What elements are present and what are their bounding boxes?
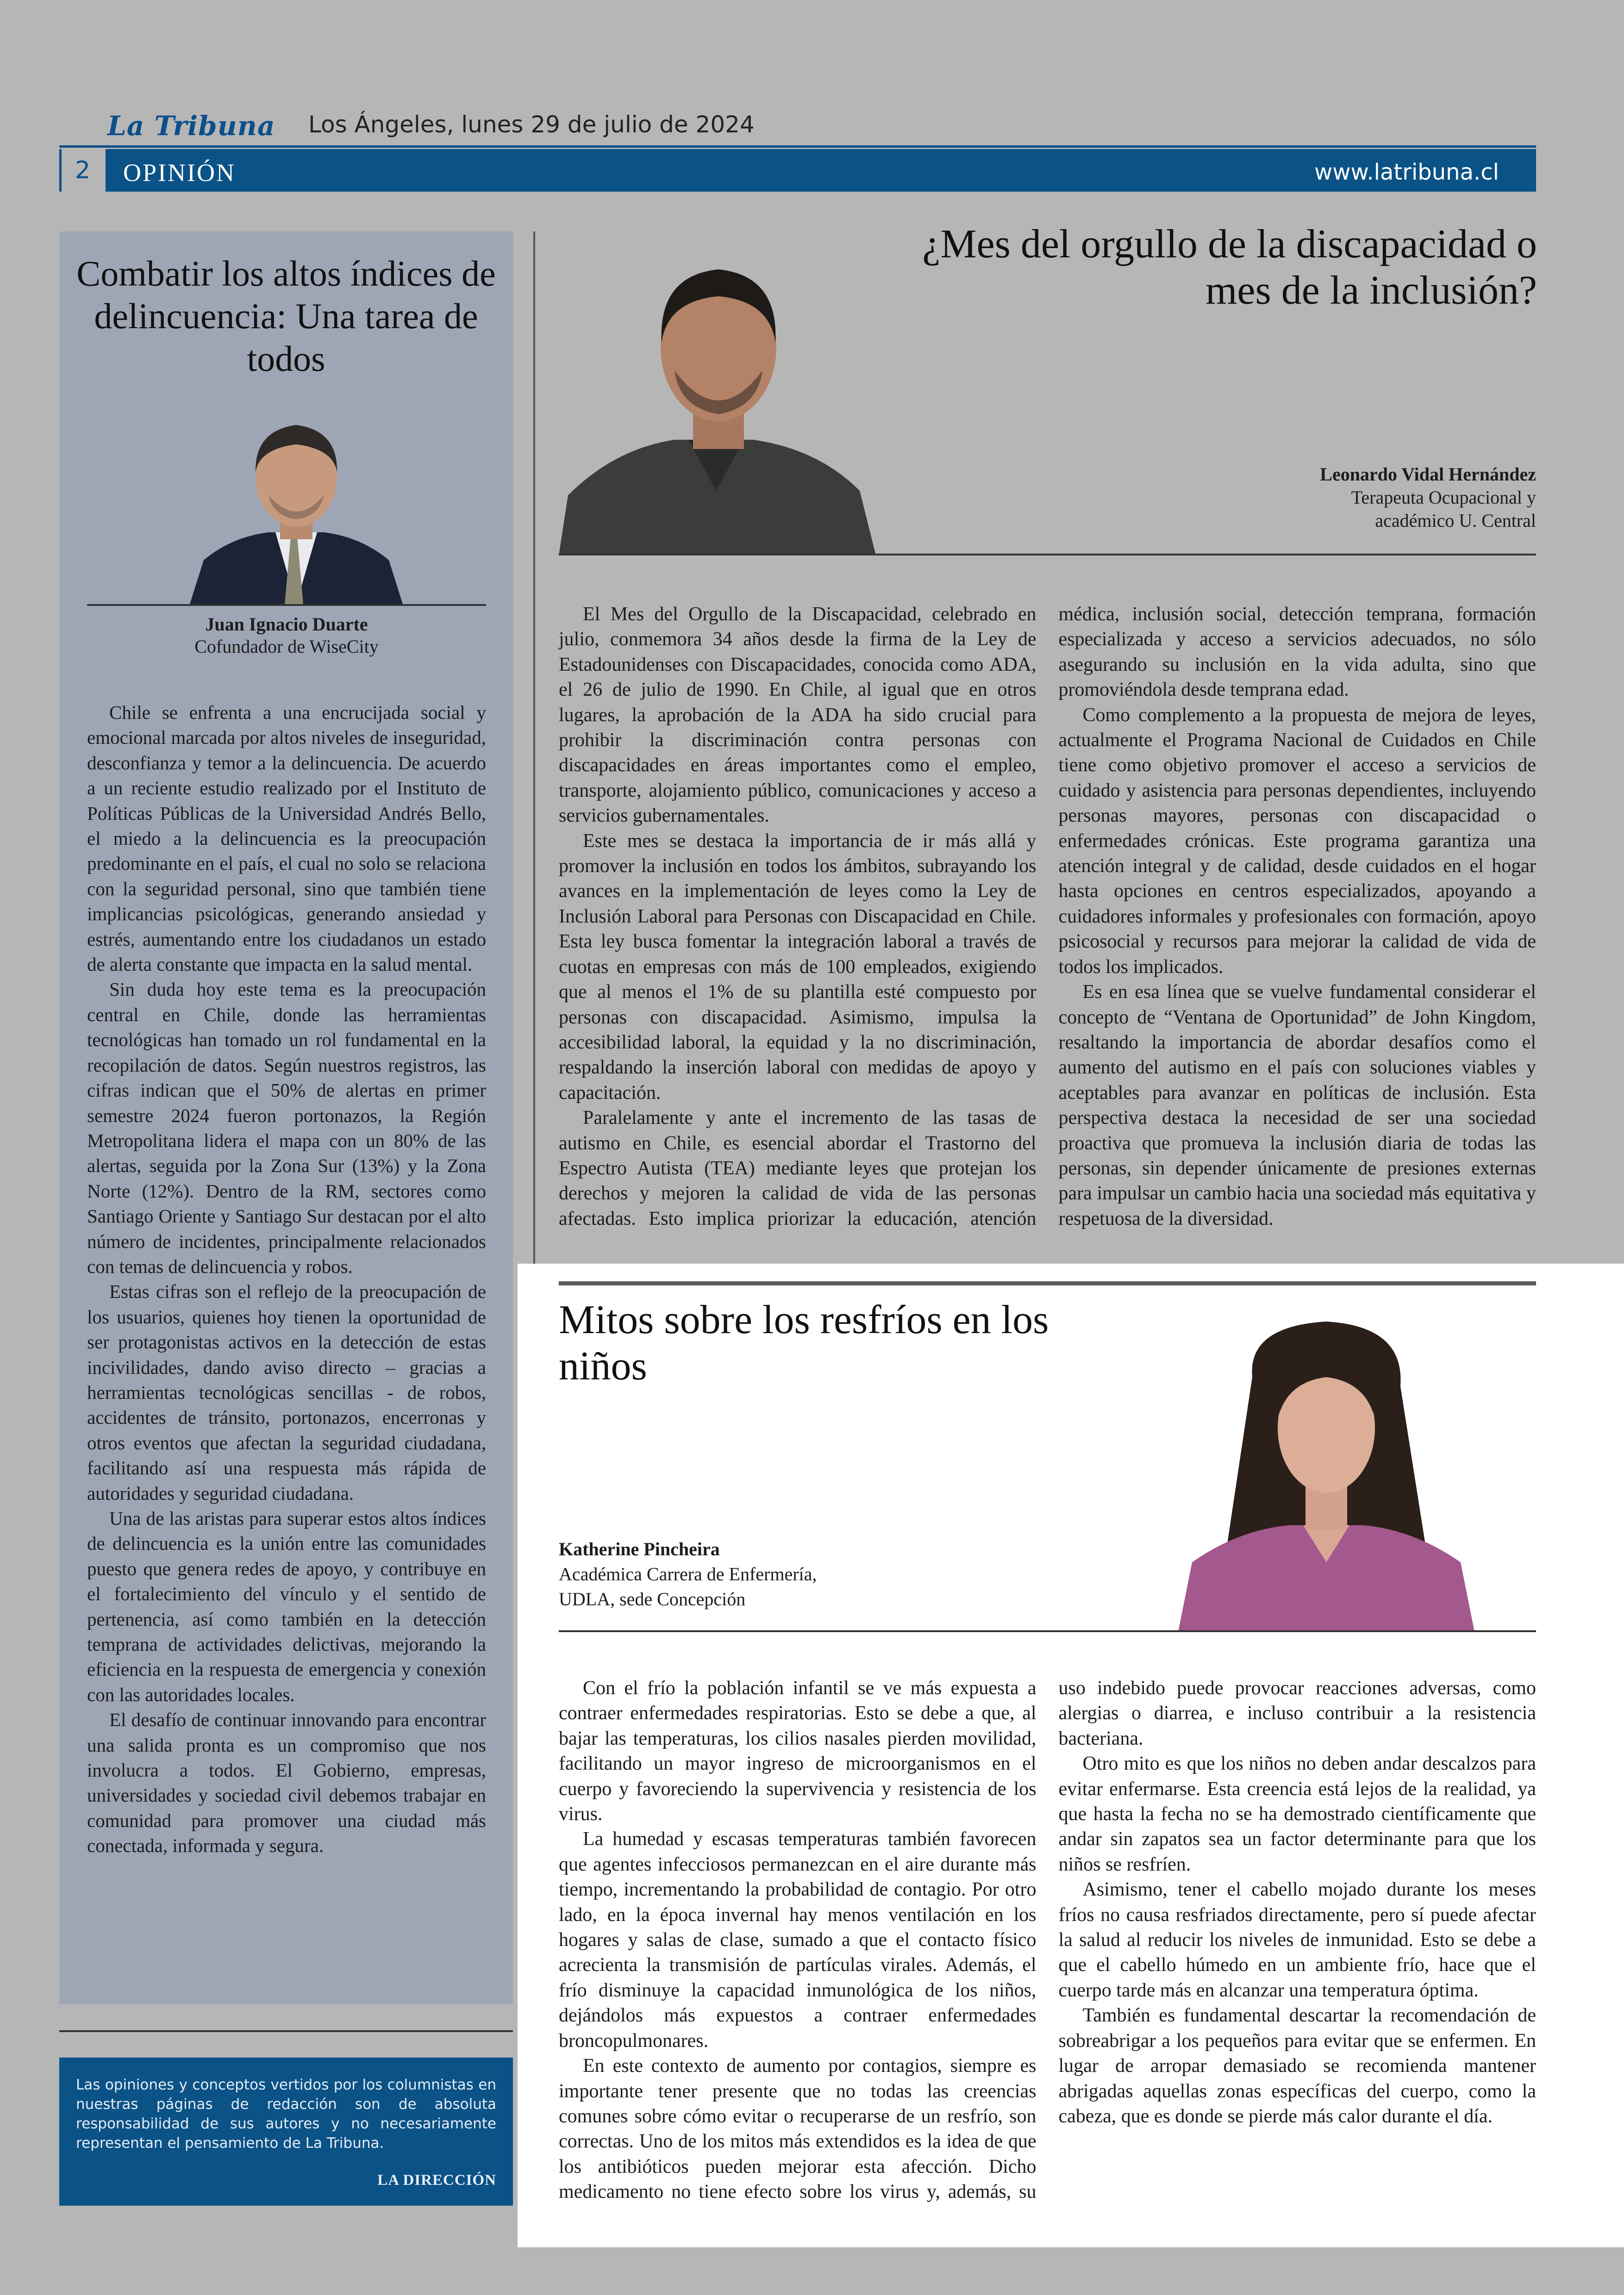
disclaimer-text: Las opiniones y conceptos vertidos por los columnistas en nuestras páginas de redacción son de absoluta responsabilidad de sus autores y no necesariamente representan el pensamiento de La Tribuna.	[76, 2077, 496, 2152]
section-label: OPINIÓN	[123, 159, 236, 187]
article-separator	[559, 1281, 1536, 1285]
newspaper-logo: La Tribuna	[107, 110, 275, 142]
left-byline-rule	[87, 604, 486, 606]
paragraph: Otro mito es que los niños no deben andar descalzos para evitar enfermarse. Esta creencia está lejos de la realidad, ya que hasta la fecha no se ha demostrado científicamente que andar sin zapatos sea un factor determinante para que los niños se resfríen.	[1058, 1753, 1536, 1875]
editorial-disclaimer	[59, 2058, 513, 2206]
bottom-author-role-2: UDLA, sede Concepción	[559, 1589, 746, 1609]
bottom-byline-rule	[559, 1630, 1536, 1632]
author-photo-vidal	[559, 231, 876, 555]
section-bar	[106, 149, 1536, 192]
top-byline	[1065, 463, 1536, 532]
paragraph: Chile se enfrenta a una encrucijada social y emocional marcada por altos niveles de inseguridad, desconfianza y temor a la delincuencia. De acuerdo a un reciente estudio realizado por el Instituto de Políticas Públicas de la Universidad Andrés Bello, el miedo a la delincuencia es la preocupación predominante en el país, el cual no solo se relaciona con la seguridad personal, sino que también tiene implicancias psicológicas, generando ansiedad y estrés, aumentando entre los ciudadanos un estado de alerta constante que impacta en la salud mental.	[87, 702, 486, 975]
dateline: Los Ángeles, lunes 29 de julio de 2024	[308, 111, 755, 138]
paragraph: Una de las aristas para superar estos altos índices de delincuencia es la unión entre las comunidades puesto que genera redes de apoyo, y contribuye en el fortalecimiento del vínculo y el sentido de pertenencia, así como también en la detección temprana de actividades delictivas, mejorando la eficiencia en la respuesta de emergencia y conexión con las autoridades locales.	[87, 1508, 486, 1705]
website-link[interactable]: www.latribuna.cl	[1314, 159, 1499, 185]
paragraph: Asimismo, tener el cabello mojado durante los meses fríos no causa resfriados directamente, pero sí puede afectar la salud al reducir los niveles de inmunidad. Esto se debe a que el cabello húmedo en un ambiente frío, hace que el cuerpo tarde más en alcanzar una temperatura óptima.	[1058, 1879, 1536, 2001]
paragraph: Paralelamente y ante el incremento de las tasas de autismo en Chile, es esencial abordar el Trastorno del Espectro Autista (TEA) mediante leyes que protejan los derechos y mejoren la calidad de vida de las personas afectadas. Esto implica priorizar la educación, atención médica, inclusión social, detección temprana, formación especializada y acceso a servicios adecuados, no sólo asegurando su inclusión en la vida adulta, sino que promoviéndola desde temprana edad.	[559, 604, 1536, 1229]
paragraph: En este contexto de aumento por contagios, siempre es importante tener presente que no todas las creencias comunes sobre cómo evitar o recuperarse de un resfrío, son correctas. Uno de los mitos más extendidos es la idea de que los antibióticos pueden mejorar esta afección. Dicho medicamento no tiene efecto sobre los virus y, además, su uso indebido puede provocar reacciones adversas, como alergias o diarrea, e incluso contribuir a la resistencia bacteriana.	[559, 1678, 1536, 2203]
top-author-role-1: Terapeuta Ocupacional y	[1351, 487, 1536, 508]
bottom-article-body	[559, 1676, 1536, 2217]
bottom-author-name: Katherine Pincheira	[559, 1539, 720, 1559]
top-author-name: Leonardo Vidal Hernández	[1320, 464, 1536, 485]
paragraph: También es fundamental descartar la recomendación de sobreabrigar a los pequeños para evitar que se enfermen. En lugar de arropar demasiado se recomienda mantener abrigadas aquellas zonas específicas del cuerpo, como la cabeza, que es donde se pierde más calor durante el día.	[1058, 2005, 1536, 2127]
disclaimer-rule	[59, 2030, 513, 2032]
paragraph: El desafío de continuar innovando para encontrar una salida pronta es un compromiso que nos involucra a todos. El Gobierno, empresas, universidades y sociedad civil debemos trabajar en comunidad para promover una ciudad más conectada, informada y segura.	[87, 1709, 486, 1857]
top-author-role-2: académico U. Central	[1375, 510, 1536, 531]
paragraph: Como complemento a la propuesta de mejora de leyes, actualmente el Programa Nacional de Cuidados en Chile tiene como objetivo promover el acceso a servicios de cuidado y asistencia para personas dependientes, incluyendo personas mayores, personas con discapacidad o enfermedades crónicas. Este programa garantiza una atención integral y de calidad, desde cuidados en el hogar hasta opciones en centros especializados, apoyando a cuidadores informales y profesionales con formación, apoyo psicosocial y recursos para mejorar la calidad de vida de todos los implicados.	[1058, 704, 1536, 978]
author-photo-duarte	[176, 398, 417, 604]
paragraph: Este mes se destaca la importancia de ir más allá y promover la inclusión en todos los ámbitos, subrayando los avances en la implementación de leyes como la Ley de Inclusión Laboral para Personas con Discapacidad en Chile. Esta ley busca fomentar la integración laboral a través de cuotas en empresas con más de 100 empleados, exigiendo que al menos el 1% de su plantilla esté compuesto por personas con discapacidad. Asimismo, impulsa la accesibilidad laboral, la equidad y la no discriminación, respaldando la inserción laboral con medidas de apoyo y capacitación.	[559, 830, 1037, 1104]
disclaimer-signature: LA DIRECCIÓN	[377, 2172, 496, 2189]
top-article-body	[559, 602, 1536, 1254]
top-article-title: ¿Mes del orgullo de la discapacidad o mes de la inclusión?	[922, 222, 1537, 313]
paragraph: La humedad y escasas temperaturas también favorecen que agentes infecciosos permanezcan en el aire durante más tiempo, incrementando la probabilidad de contagio. Por otro lado, en la época invernal hay menos ventilación en los hogares y salas de clase, sumado a que el contacto físico acrecienta la transmisión de partículas virales. Además, el frío disminuye la capacidad inmunológica de los niños, dejándolos más expuestos a contraer enfermedades broncopulmonares.	[559, 1828, 1037, 2052]
left-byline	[87, 613, 486, 658]
left-article-body	[87, 700, 486, 1858]
masthead-rule	[59, 145, 1536, 148]
bottom-byline	[559, 1537, 1068, 1612]
paragraph: Estas cifras son el reflejo de la preocupación de los usuarios, quienes hoy tienen la oportunidad de ser protagonistas activos en la detección de estas incivilidades, dando aviso directo – gracias a herramientas tecnológicas sencillas - de robos, accidentes de tránsito, portonazos, encerronas y otros eventos que afectan la seguridad ciudadana, facilitando así una respuesta más rápida de autoridades y seguridad ciudadana.	[87, 1281, 486, 1504]
paragraph: Es en esa línea que se vuelve fundamental considerar el concepto de “Ventana de Oportunidad” de John Kingdom, resaltando la importancia de abordar desafíos como el aumento del autismo en el país con soluciones viables y aceptables para avanzar en políticas de inclusión. Esta perspectiva destaca la necesidad de ser una sociedad proactiva que promueva la inclusión diaria de todas las personas, sin depender únicamente de presiones externas para impulsar un cambio hacia una sociedad más equitativa y respetuosa de la diversidad.	[1058, 981, 1536, 1229]
left-author-role: Cofundador de WiseCity	[194, 636, 379, 657]
page-number: 2	[59, 149, 104, 192]
bottom-article-title: Mitos sobre los resfríos en los niños	[559, 1297, 1049, 1389]
top-byline-rule	[559, 554, 1536, 555]
paragraph: Con el frío la población infantil se ve más expuesta a contraer enfermedades respiratorias. Esto se debe a que, al bajar las temperaturas, los cilios nasales pierden movilidad, facilitando un mayor ingreso de microorganismos en el cuerpo y favoreciendo la supervivencia y resistencia de los virus.	[559, 1678, 1037, 1825]
author-photo-pincheira	[1178, 1322, 1474, 1632]
left-article-title: Combatir los altos índices de delincuencia: Una tarea de todos	[76, 253, 496, 379]
paragraph: El Mes del Orgullo de la Discapacidad, celebrado en julio, conmemora 34 años desde la firma de la Ley de Estadounidenses con Discapacidades, conocida como ADA, el 26 de julio de 1990. En Chile, al igual que en otros lugares, la aprobación de la ADA ha sido crucial para prohibir la discriminación contra personas con discapacidades en áreas importantes como el empleo, transporte, alojamiento público, comunicaciones y acceso a servicios gubernamentales.	[559, 604, 1037, 827]
left-author-name: Juan Ignacio Duarte	[205, 614, 368, 635]
paragraph: Sin duda hoy este tema es la preocupación central en Chile, donde las herramientas tecnológicas han tomado un rol fundamental en la recopilación de datos. Según nuestros registros, las cifras indican que el 50% de alertas en primer semestre 2024 fueron portonazos, la Región Metropolitana lidera el mapa con un 80% de las alertas, seguida por la Zona Sur (13%) y la Zona Norte (12%). Dentro de la RM, sectores como Santiago Oriente y Santiago Sur destacan por el alto número de incidentes, principalmente relacionados con temas de delincuencia y robos.	[87, 979, 486, 1277]
bottom-author-role-1: Académica Carrera de Enfermería,	[559, 1564, 817, 1584]
